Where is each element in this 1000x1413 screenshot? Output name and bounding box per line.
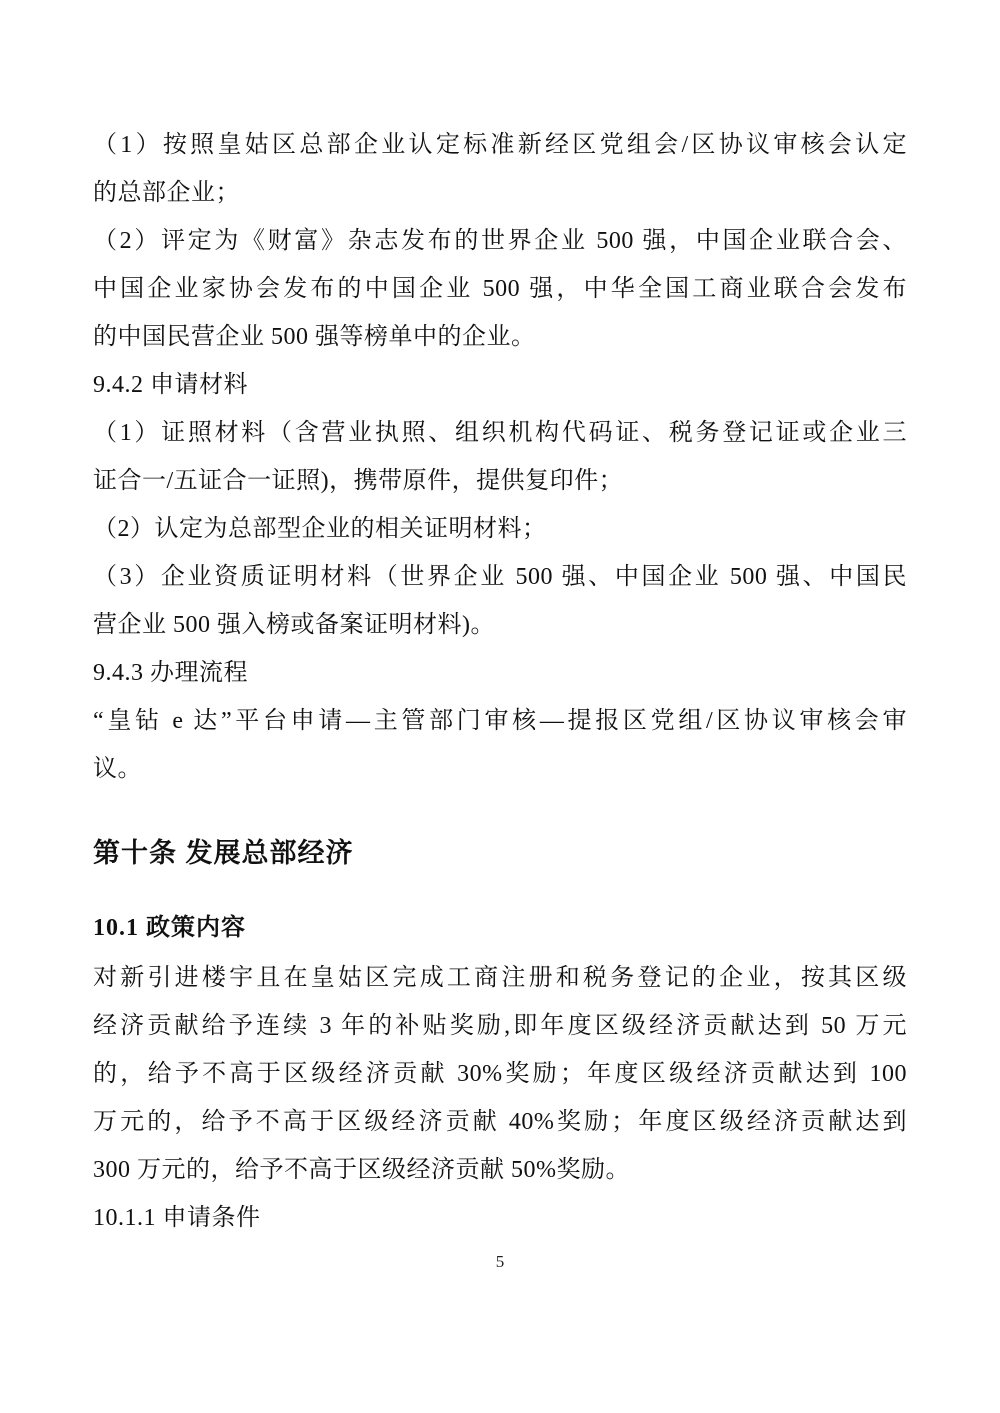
text-line: 证合一/五证合一证照)，携带原件，提供复印件；: [93, 468, 624, 494]
text-line: （2）评定为《财富》杂志发布的世界企业 500 强，中国企业联合会、: [93, 228, 907, 254]
text-line: 对新引进楼宇且在皇姑区完成工商注册和税务登记的企业，按其区级: [93, 965, 907, 991]
text-line: （3）企业资质证明材料（世界企业 500 强、中国企业 500 强、中国民: [93, 564, 907, 590]
text-line: 10.1.1 申请条件: [93, 1205, 261, 1231]
text-line: 9.4.3 办理流程: [93, 660, 248, 686]
text-line: 的，给予不高于区级经济贡献 30%奖励；年度区级经济贡献达到 100: [93, 1061, 907, 1087]
text-line: （1）按照皇姑区总部企业认定标准新经区党组会/区协议审核会认定: [93, 132, 907, 158]
text-line: “皇钻 e 达”平台申请—主管部门审核—提报区党组/区协议审核会审: [93, 708, 907, 734]
text-line: 营企业 500 强入榜或备案证明材料)。: [93, 612, 495, 638]
subsection-heading: 10.1 政策内容: [93, 915, 246, 941]
text-line: （1）证照材料（含营业执照、组织机构代码证、税务登记证或企业三: [93, 420, 907, 446]
text-line: 议。: [93, 756, 142, 782]
page-number: 5: [495, 1252, 505, 1271]
text-line: 中国企业家协会发布的中国企业 500 强，中华全国工商业联合会发布: [93, 276, 907, 302]
text-line: 9.4.2 申请材料: [93, 372, 248, 398]
document-lines: [93, 121, 907, 1242]
text-line: （2）认定为总部型企业的相关证明材料；: [93, 516, 547, 542]
text-line: 万元的，给予不高于区级经济贡献 40%奖励；年度区级经济贡献达到: [93, 1109, 907, 1135]
text-line: 经济贡献给予连续 3 年的补贴奖励,即年度区级经济贡献达到 50 万元: [93, 1013, 907, 1039]
text-line: 的总部企业；: [93, 180, 240, 206]
text-line: 300 万元的，给予不高于区级经济贡献 50%奖励。: [93, 1157, 630, 1183]
section-heading: 第十条 发展总部经济: [93, 838, 354, 868]
text-line: 的中国民营企业 500 强等榜单中的企业。: [93, 324, 536, 350]
